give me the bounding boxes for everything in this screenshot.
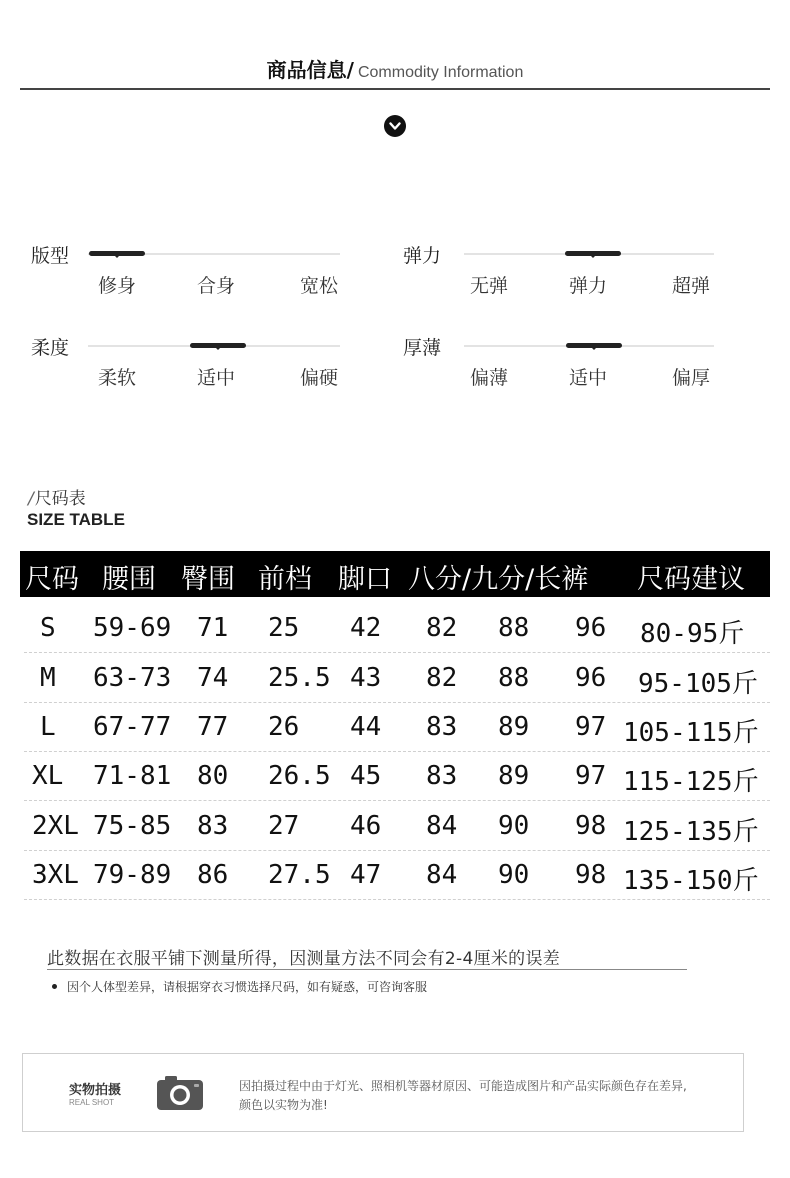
cell-ninth: 89 <box>498 761 530 791</box>
attr-option-thickness-3: 偏厚 <box>671 367 710 389</box>
cell-long: 96 <box>575 613 607 643</box>
attr-marker-softness <box>190 343 246 348</box>
cell-advice: 115-125斤 <box>623 767 759 797</box>
size-advice-note-text: 因个人体型差异，请根据穿衣习惯选择尺码，如有疑惑，可咨询客服 <box>67 980 428 994</box>
cell-leg-opening: 45 <box>350 761 382 791</box>
cell-hip: 83 <box>197 811 229 841</box>
attr-option-elasticity-1: 无弹 <box>469 275 508 297</box>
table-row-s <box>24 603 770 653</box>
bullet-icon <box>52 984 57 989</box>
cell-waist: 59-69 <box>93 613 172 643</box>
real-shot-title-en: REAL SHOT <box>69 1098 115 1107</box>
real-shot-description-line2: 颜色以实物为准! <box>239 1098 328 1112</box>
cell-waist: 67-77 <box>93 712 172 742</box>
cell-leg-opening: 47 <box>350 860 382 890</box>
cell-size: L <box>40 712 56 742</box>
header-size-advice: 尺码建议 <box>637 564 745 595</box>
cell-ninth: 88 <box>498 613 530 643</box>
cell-leg-opening: 43 <box>350 663 382 693</box>
header-waist: 腰围 <box>102 564 156 595</box>
cell-front-rise: 27 <box>268 811 300 841</box>
cell-long: 98 <box>575 811 607 841</box>
cell-size: 3XL <box>32 860 79 890</box>
cell-hip: 80 <box>197 761 229 791</box>
table-row-m <box>24 653 770 703</box>
real-shot-description-line1: 因拍摄过程中由于灯光、照相机等器材原因、可能造成图片和产品实际颜色存在差异, <box>239 1079 687 1093</box>
page-title-en: Commodity Information <box>357 64 524 81</box>
cell-size: 2XL <box>32 811 79 841</box>
slash-decoration: / <box>28 489 34 509</box>
attr-option-softness-1: 柔软 <box>97 367 136 389</box>
attr-option-elasticity-3: 超弹 <box>671 275 710 297</box>
header-divider <box>20 88 770 90</box>
camera-icon <box>156 1075 204 1115</box>
cell-waist: 63-73 <box>93 663 172 693</box>
attr-option-thickness-2: 适中 <box>568 367 607 389</box>
cell-ninth: 90 <box>498 860 530 890</box>
cell-long: 97 <box>575 761 607 791</box>
real-shot-description <box>239 1077 687 1115</box>
attr-label-fit: 版型 <box>31 245 70 267</box>
cell-hip: 71 <box>197 613 229 643</box>
size-table-title-cn <box>28 484 86 509</box>
cell-ninth: 89 <box>498 712 530 742</box>
table-row-2xl <box>24 801 770 851</box>
attr-label-thickness: 厚薄 <box>403 337 442 359</box>
cell-size: XL <box>32 761 64 791</box>
measurement-note: 此数据在衣服平铺下测量所得，因测量方法不同会有2-4厘米的误差 <box>47 949 561 969</box>
cell-waist: 79-89 <box>93 860 172 890</box>
page-title <box>0 54 790 83</box>
chevron-down-icon <box>384 115 406 137</box>
table-row-3xl <box>24 850 770 900</box>
table-row-l <box>24 702 770 752</box>
cell-size: S <box>40 613 56 643</box>
attr-marker-fit <box>89 251 145 256</box>
cell-advice: 135-150斤 <box>623 866 759 896</box>
table-row-xl <box>24 751 770 801</box>
cell-cropped: 84 <box>426 811 458 841</box>
cell-front-rise: 27.5 <box>268 860 331 890</box>
attr-marker-thickness <box>566 343 622 348</box>
real-shot-title-cn: 实物拍摄 <box>69 1083 122 1098</box>
cell-cropped: 83 <box>426 761 458 791</box>
cell-waist: 75-85 <box>93 811 172 841</box>
attr-option-fit-2: 合身 <box>196 275 235 297</box>
attr-option-softness-3: 偏硬 <box>299 367 338 389</box>
attr-marker-elasticity <box>565 251 621 256</box>
attr-option-thickness-1: 偏薄 <box>469 367 508 389</box>
cell-front-rise: 25 <box>268 613 300 643</box>
attr-option-fit-1: 修身 <box>97 275 136 297</box>
cell-long: 98 <box>575 860 607 890</box>
attr-option-softness-2: 适中 <box>196 367 235 389</box>
cell-hip: 74 <box>197 663 229 693</box>
attr-option-elasticity-2: 弹力 <box>568 275 607 297</box>
cell-cropped: 83 <box>426 712 458 742</box>
size-advice-note <box>52 978 427 995</box>
page-title-cn: 商品信息/ <box>266 58 354 82</box>
size-table-header <box>20 551 770 597</box>
cell-ninth: 90 <box>498 811 530 841</box>
header-size: 尺码 <box>25 564 79 595</box>
size-table-title-cn-text: 尺码表 <box>34 489 86 509</box>
cell-hip: 77 <box>197 712 229 742</box>
real-shot-box <box>22 1053 744 1132</box>
cell-front-rise: 26.5 <box>268 761 331 791</box>
cell-advice: 80-95斤 <box>640 619 745 649</box>
cell-hip: 86 <box>197 860 229 890</box>
cell-front-rise: 25.5 <box>268 663 331 693</box>
header-front-rise: 前档 <box>258 564 312 595</box>
cell-advice: 105-115斤 <box>623 718 759 748</box>
header-hip: 臀围 <box>181 564 235 595</box>
size-table-title-en: SIZE TABLE <box>27 510 125 529</box>
cell-advice: 125-135斤 <box>623 817 759 847</box>
cell-cropped: 84 <box>426 860 458 890</box>
header-length: 八分/九分/长裤 <box>408 564 589 595</box>
attr-label-elasticity: 弹力 <box>403 245 442 267</box>
attr-label-softness: 柔度 <box>31 337 70 359</box>
cell-cropped: 82 <box>426 663 458 693</box>
cell-advice: 95-105斤 <box>638 669 758 699</box>
cell-leg-opening: 46 <box>350 811 382 841</box>
cell-ninth: 88 <box>498 663 530 693</box>
cell-long: 96 <box>575 663 607 693</box>
cell-leg-opening: 42 <box>350 613 382 643</box>
cell-long: 97 <box>575 712 607 742</box>
cell-cropped: 82 <box>426 613 458 643</box>
measurement-note-underline <box>47 969 687 970</box>
cell-leg-opening: 44 <box>350 712 382 742</box>
header-leg-opening: 脚口 <box>338 564 392 595</box>
attr-option-fit-3: 宽松 <box>299 275 338 297</box>
cell-size: M <box>40 663 56 693</box>
cell-front-rise: 26 <box>268 712 300 742</box>
cell-waist: 71-81 <box>93 761 172 791</box>
